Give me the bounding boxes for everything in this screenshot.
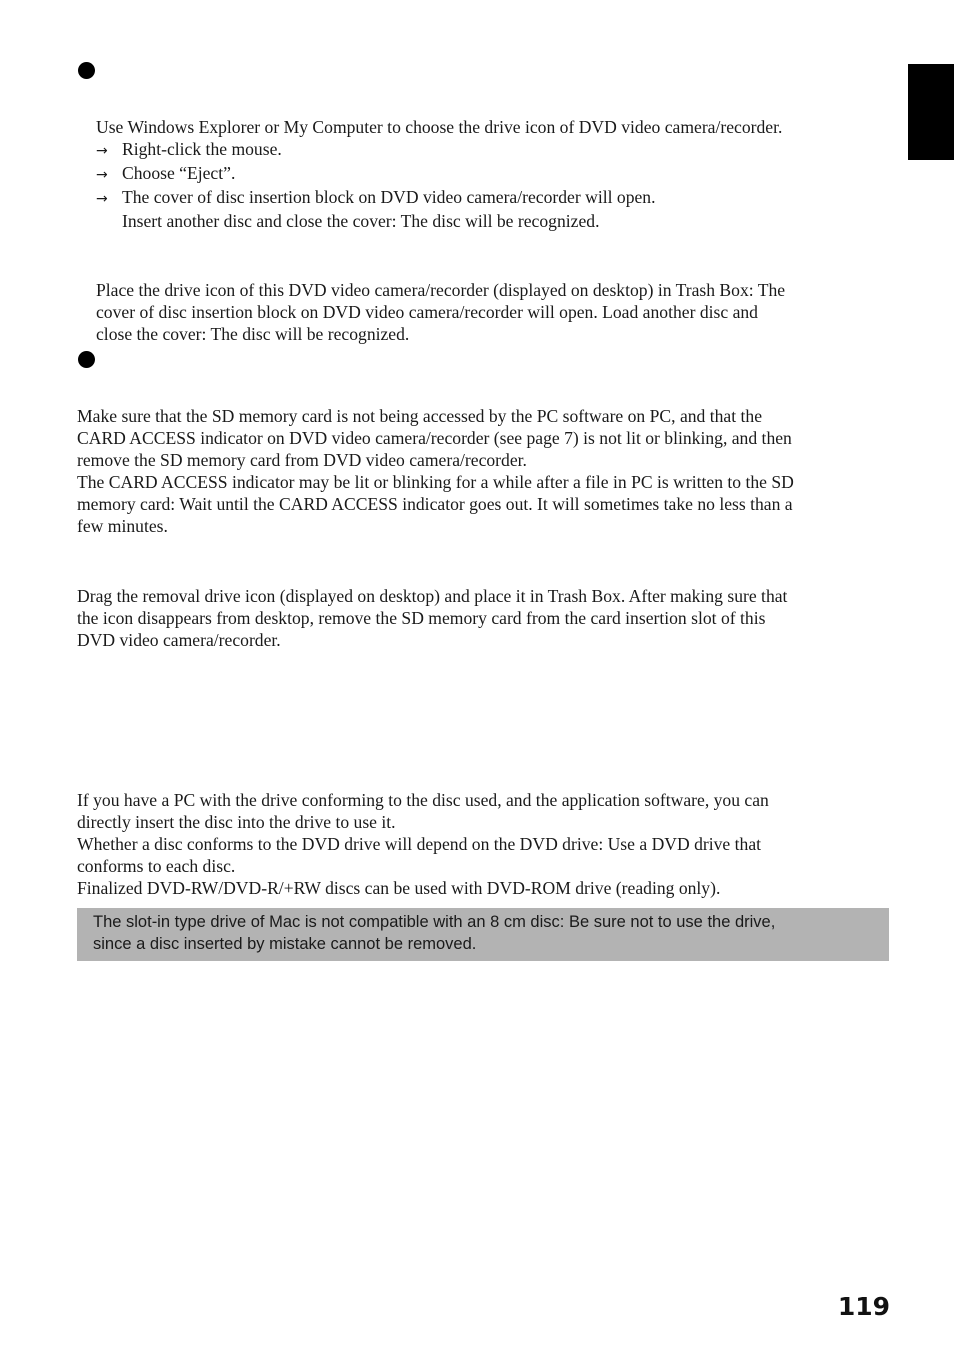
paragraph-line: close the cover: The disc will be recognized.	[96, 324, 410, 344]
paragraph-line: memory card: Wait until the CARD ACCESS indicator goes out. It will sometimes take no less than a	[77, 494, 793, 514]
step-text: Right-click the mouse.	[122, 139, 282, 159]
paragraph-line: Use Windows Explorer or My Computer to choose the drive icon of DVD video camera/recorder.	[96, 117, 783, 137]
paragraph-line: cover of disc insertion block on DVD video camera/recorder will open. Load another disc and	[96, 302, 758, 322]
paragraph-line: The CARD ACCESS indicator may be lit or blinking for a while after a file in PC is written to the SD	[77, 472, 794, 492]
paragraph-line: Make sure that the SD memory card is not being accessed by the PC software on PC, and that the	[77, 406, 763, 426]
step-item	[96, 138, 782, 162]
step-text: The cover of disc insertion block on DVD video camera/recorder will open.	[122, 187, 656, 207]
caution-note-box	[77, 908, 889, 961]
paragraph-line: Drag the removal drive icon (displayed on desktop) and place it in Trash Box. After making sure that	[77, 586, 788, 606]
paragraph-line: remove the SD memory card from DVD video camera/recorder.	[77, 450, 527, 470]
note-line: The slot-in type drive of Mac is not compatible with an 8 cm disc: Be sure not to use the drive,	[93, 913, 776, 931]
arrow-icon: →	[96, 167, 108, 183]
step-continuation: Insert another disc and close the cover: The disc will be recognized.	[122, 211, 600, 231]
bullet-icon	[78, 62, 95, 79]
step-item	[96, 162, 782, 186]
sd-card-windows-instructions	[77, 405, 794, 537]
bullet-icon	[78, 351, 95, 368]
note-line: since a disc inserted by mistake cannot be removed.	[93, 935, 477, 953]
paragraph-line: Whether a disc conforms to the DVD drive will depend on the DVD drive: Use a DVD drive that	[77, 834, 762, 854]
paragraph-line: conforms to each disc.	[77, 856, 236, 876]
sd-card-mac-instructions	[77, 585, 787, 651]
windows-eject-instructions	[96, 116, 782, 232]
arrow-icon: →	[96, 143, 108, 159]
step-item	[96, 186, 782, 210]
step-text: Choose “Eject”.	[122, 163, 236, 183]
paragraph-line: If you have a PC with the drive conforming to the disc used, and the application software, you can	[77, 790, 769, 810]
paragraph-line: directly insert the disc into the drive to use it.	[77, 812, 396, 832]
paragraph-line: CARD ACCESS indicator on DVD video camera/recorder (see page 7) is not lit or blinking, and then	[77, 428, 792, 448]
page-number: 119	[837, 1292, 890, 1321]
paragraph-line: Finalized DVD-RW/DVD-R/+RW discs can be used with DVD-ROM drive (reading only).	[77, 878, 721, 898]
paragraph-line: few minutes.	[77, 516, 168, 536]
paragraph-line: the icon disappears from desktop, remove the SD memory card from the card insertion slot of this	[77, 608, 766, 628]
paragraph-line: Place the drive icon of this DVD video camera/recorder (displayed on desktop) in Trash Box: The	[96, 280, 786, 300]
mac-eject-instructions	[96, 279, 785, 345]
arrow-icon: →	[96, 191, 108, 207]
pc-drive-instructions	[77, 789, 769, 899]
chapter-tab-marker	[908, 64, 954, 160]
paragraph-line: DVD video camera/recorder.	[77, 630, 281, 650]
